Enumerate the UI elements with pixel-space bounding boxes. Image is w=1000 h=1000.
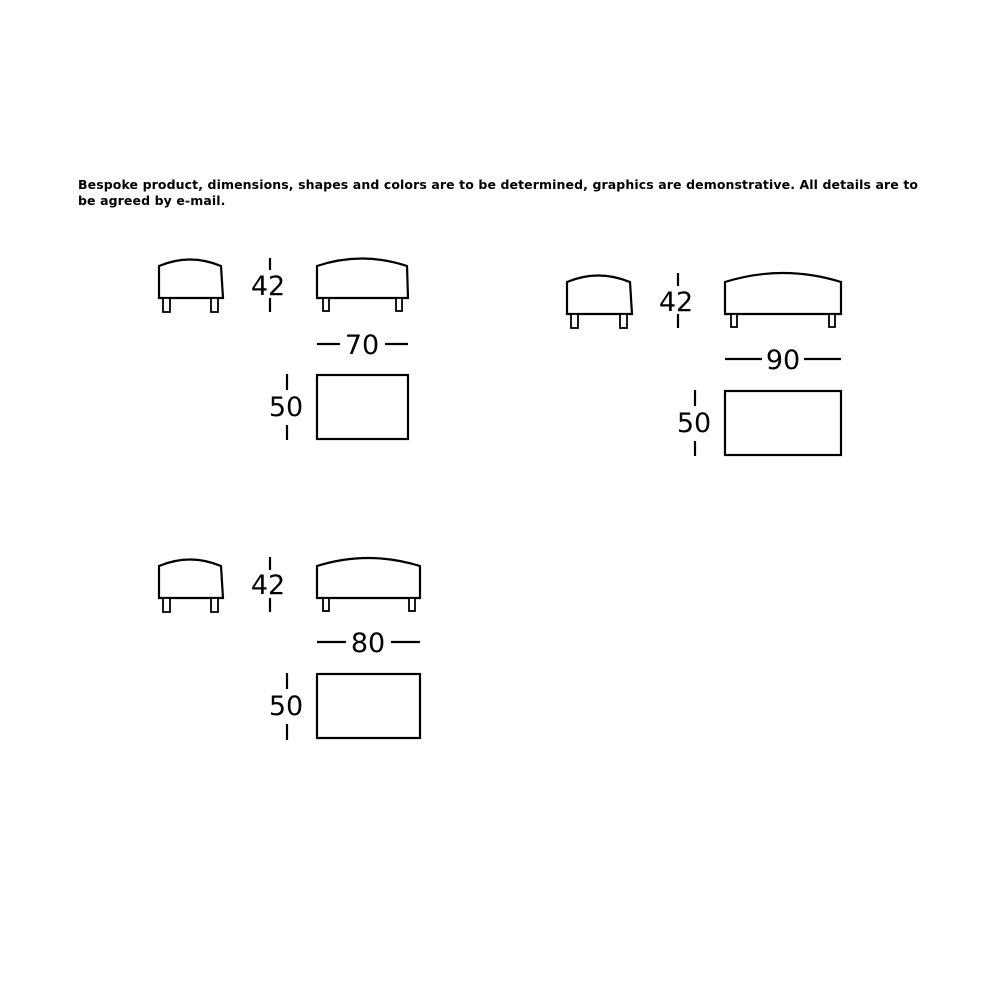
variant-80 xyxy=(159,557,420,740)
width-label: 90 xyxy=(765,345,801,376)
side-view xyxy=(159,260,223,313)
side-view xyxy=(567,276,632,329)
height-dimension xyxy=(251,258,285,312)
disclaimer-note: Bespoke product, dimensions, shapes and colors are to be determined, graphics are demonstrative. All details are to be agreed by e-mail. xyxy=(78,177,919,208)
side-view xyxy=(159,560,223,613)
variant-90 xyxy=(567,273,841,456)
height-label: 42 xyxy=(250,271,286,302)
height-dimension xyxy=(251,557,285,612)
front-view xyxy=(725,273,841,327)
depth-dimension xyxy=(677,390,711,456)
top-view xyxy=(317,375,408,439)
width-dimension xyxy=(317,628,420,659)
height-label: 42 xyxy=(250,570,286,601)
width-label: 80 xyxy=(350,628,386,659)
front-view xyxy=(317,558,420,611)
depth-dimension xyxy=(269,374,303,440)
depth-label: 50 xyxy=(676,408,712,439)
top-view xyxy=(317,674,420,738)
width-dimension xyxy=(317,330,408,361)
depth-label: 50 xyxy=(268,691,304,722)
height-dimension xyxy=(659,273,693,328)
width-label: 70 xyxy=(344,330,380,361)
depth-label: 50 xyxy=(268,392,304,423)
depth-dimension xyxy=(269,673,303,740)
variant-70 xyxy=(159,258,408,440)
front-view xyxy=(317,259,408,312)
height-label: 42 xyxy=(658,287,694,318)
width-dimension xyxy=(725,345,841,376)
top-view xyxy=(725,391,841,455)
